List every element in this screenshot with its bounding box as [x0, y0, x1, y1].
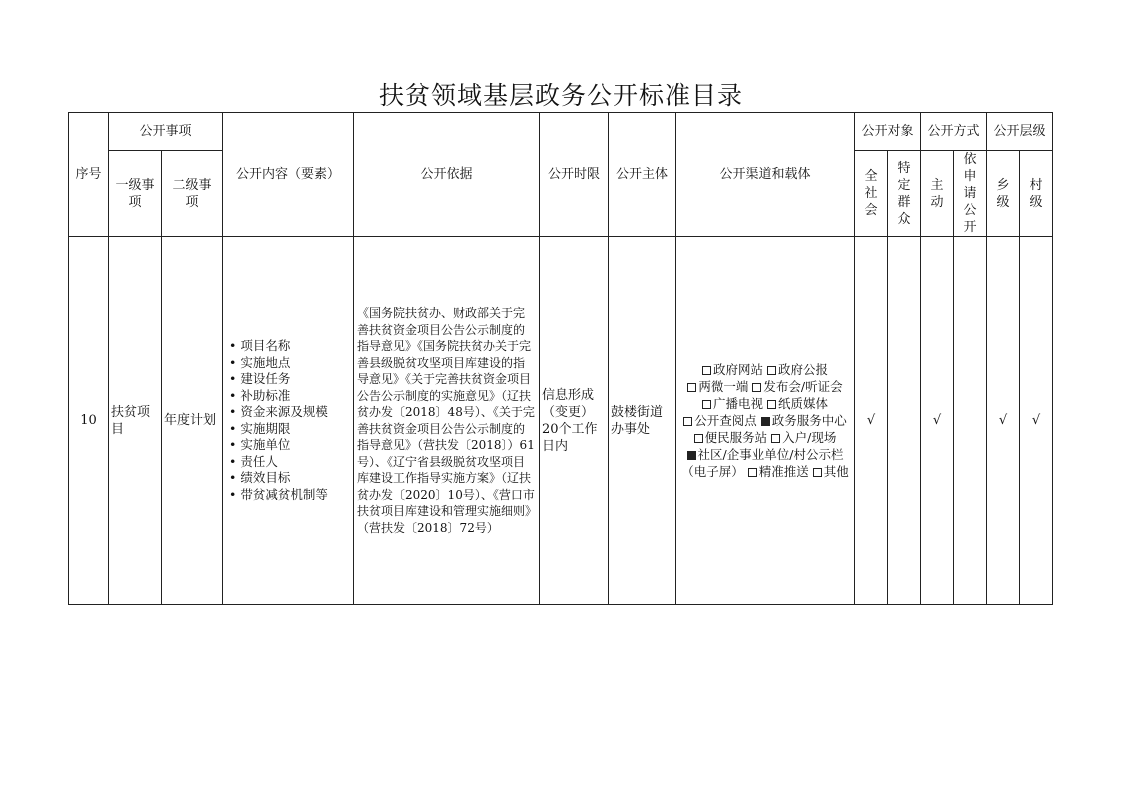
content-item: • 绩效目标 — [229, 470, 353, 487]
cell-method-apply — [954, 237, 987, 605]
header-basis: 公开依据 — [354, 113, 540, 237]
header-method-group: 公开方式 — [921, 113, 987, 151]
cell-level-township: √ — [987, 237, 1020, 605]
channel-option — [683, 413, 757, 428]
content-item: • 补助标准 — [229, 388, 353, 405]
page-title: 扶贫领域基层政务公开标准目录 — [378, 81, 743, 110]
channel-label: 发布会/听证会 — [763, 379, 843, 394]
unchecked-box-icon — [748, 468, 757, 477]
channel-option — [771, 430, 836, 445]
cell-channels — [676, 237, 855, 605]
content-item: • 实施地点 — [229, 355, 353, 372]
unchecked-box-icon — [813, 468, 822, 477]
unchecked-box-icon — [702, 366, 711, 375]
channel-option — [813, 464, 849, 479]
channel-option — [752, 379, 842, 394]
content-item: • 带贫减贫机制等 — [229, 487, 353, 504]
header-level-group: 公开层级 — [987, 113, 1053, 151]
header-time-limit: 公开时限 — [540, 113, 609, 237]
header-audience-all: 全社会 — [855, 151, 888, 237]
header-level-township: 乡级 — [987, 151, 1020, 237]
checked-box-icon — [761, 417, 770, 426]
header-level1: 一级事项 — [109, 151, 162, 237]
content-item: • 项目名称 — [229, 338, 353, 355]
content-list — [223, 338, 353, 503]
channel-option — [767, 396, 828, 411]
channel-label: 社区/企事业单位/村公示栏（电子屏） — [681, 447, 844, 479]
header-method-active: 主动 — [921, 151, 954, 237]
channel-label: 精准推送 — [758, 464, 809, 479]
cell-seq: 10 — [69, 237, 109, 605]
unchecked-box-icon — [767, 400, 776, 409]
unchecked-box-icon — [702, 400, 711, 409]
cell-level2: 年度计划 — [162, 237, 223, 605]
channel-label: 政府公报 — [778, 362, 829, 377]
cell-subject: 鼓楼街道办事处 — [609, 237, 676, 605]
channel-option — [702, 362, 763, 377]
unchecked-box-icon — [687, 383, 696, 392]
channel-list — [676, 361, 854, 480]
header-seq: 序号 — [69, 113, 109, 237]
cell-basis — [354, 237, 540, 605]
channel-label: 两微一端 — [698, 379, 749, 394]
header-level-village: 村级 — [1020, 151, 1053, 237]
header-content: 公开内容（要素） — [223, 113, 354, 237]
channel-option — [767, 362, 828, 377]
channel-label: 公开查阅点 — [694, 413, 757, 428]
checked-box-icon — [687, 451, 696, 460]
cell-content — [223, 237, 354, 605]
channel-option — [748, 464, 809, 479]
cell-level-village: √ — [1020, 237, 1053, 605]
unchecked-box-icon — [771, 434, 780, 443]
header-level2: 二级事项 — [162, 151, 223, 237]
channel-label: 政务服务中心 — [771, 413, 847, 428]
channel-option — [694, 430, 768, 445]
basis-text: 《国务院扶贫办、财政部关于完善扶贫资金项目公告公示制度的指导意见》《国务院扶贫办关于完善县级脱贫攻坚项目库建设的指导意见》《关于完善扶贫资金项目公告公示制度的实施意见》（辽扶贫办发〔2018〕48号）、《关于完善扶贫资金项目公告公示制度的指导意见》（营扶发〔2018〕）61号）、《辽宁省县级脱贫攻坚项目库建设工作指导实施方案》（辽扶贫办发〔2020〕10号）、《营口市扶贫项目库建设和管理实施细则》（营扶发〔2018〕72号） — [357, 306, 535, 535]
channel-option — [687, 379, 748, 394]
channel-label: 便民服务站 — [704, 430, 768, 445]
content-item: • 实施单位 — [229, 437, 353, 454]
header-method-apply: 依申请公开 — [954, 151, 987, 237]
table-row — [69, 237, 1053, 605]
unchecked-box-icon — [683, 417, 692, 426]
header-channel: 公开渠道和载体 — [676, 113, 855, 237]
content-item: • 资金来源及规模 — [229, 404, 353, 421]
channel-label: 广播电视 — [713, 396, 764, 411]
cell-time-limit: 信息形成（变更）20个工作日内 — [540, 237, 609, 605]
content-item: • 实施期限 — [229, 421, 353, 438]
cell-level1: 扶贫项目 — [109, 237, 162, 605]
header-items-group: 公开事项 — [109, 113, 223, 151]
cell-audience-specific — [888, 237, 921, 605]
channel-option — [761, 413, 847, 428]
content-item: • 责任人 — [229, 454, 353, 471]
unchecked-box-icon — [767, 366, 776, 375]
channel-label: 政府网站 — [713, 362, 764, 377]
channel-label: 入户/现场 — [782, 430, 837, 445]
channel-label: 纸质媒体 — [778, 396, 829, 411]
unchecked-box-icon — [752, 383, 761, 392]
header-audience-group: 公开对象 — [855, 113, 921, 151]
unchecked-box-icon — [694, 434, 703, 443]
content-item: • 建设任务 — [229, 371, 353, 388]
channel-label: 其他 — [823, 464, 849, 479]
header-subject: 公开主体 — [609, 113, 676, 237]
catalog-table — [68, 112, 1053, 605]
channel-option — [702, 396, 763, 411]
header-audience-specific: 特定群众 — [888, 151, 921, 237]
cell-audience-all: √ — [855, 237, 888, 605]
cell-method-active: √ — [921, 237, 954, 605]
